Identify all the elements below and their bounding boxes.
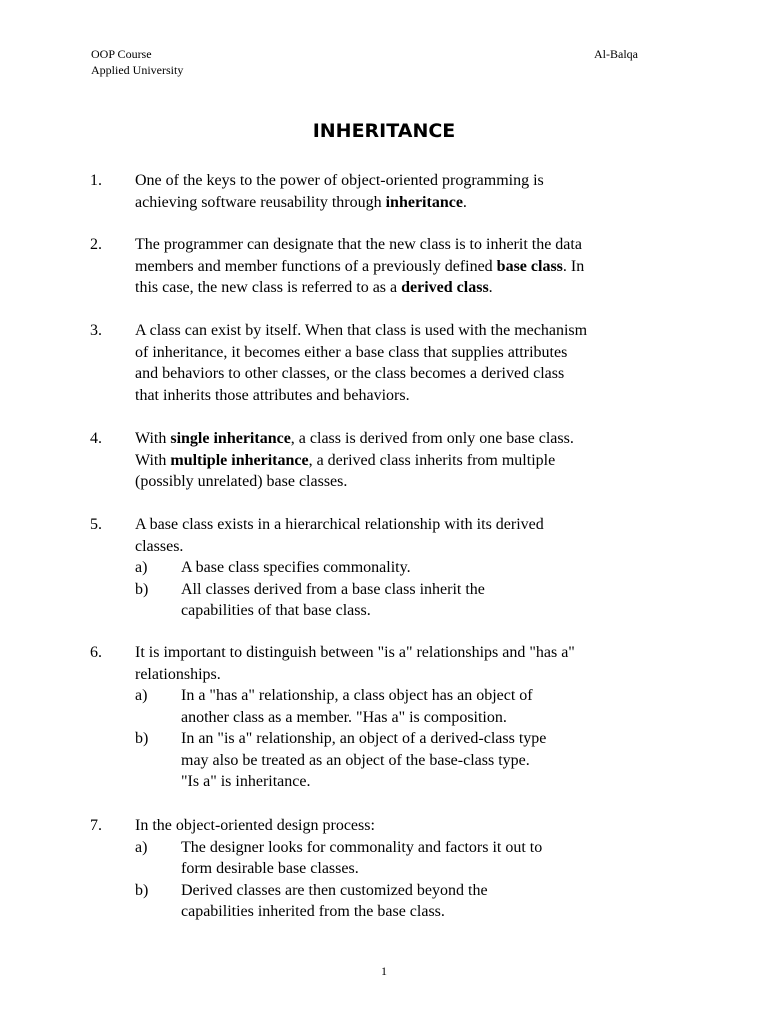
bold-term: base class bbox=[496, 257, 563, 275]
text-line bbox=[135, 642, 640, 664]
sub-item-label: b) bbox=[135, 881, 149, 899]
bold-term: derived class bbox=[401, 279, 489, 296]
text-run: , a class is derived from only one base class. bbox=[290, 430, 574, 447]
sub-item-text bbox=[181, 728, 641, 793]
bold-term: single inheritance bbox=[170, 430, 291, 447]
item-number: 2. bbox=[90, 236, 102, 253]
text-run: , a derived class inherits from multiple bbox=[308, 451, 556, 469]
text-run: that inherits those attributes and behaviors. bbox=[135, 386, 410, 404]
header-left bbox=[91, 46, 183, 78]
item-text bbox=[135, 428, 640, 493]
text-run: One of the keys to the power of object-oriented programming is bbox=[135, 172, 544, 189]
university-name: Applied University bbox=[91, 63, 184, 77]
sub-item-label: a) bbox=[135, 687, 148, 704]
text-line bbox=[135, 320, 640, 342]
text-line: The designer looks for commonality and factors it out to bbox=[181, 838, 543, 856]
sub-item-label: a) bbox=[135, 838, 148, 856]
item-number: 6. bbox=[90, 644, 102, 661]
sub-item-label: a) bbox=[135, 559, 148, 576]
text-line bbox=[135, 514, 640, 536]
page-number: 1 bbox=[381, 964, 387, 978]
item-text bbox=[135, 320, 640, 406]
text-line bbox=[135, 234, 640, 256]
item-number: 1. bbox=[90, 172, 102, 189]
sub-item-text bbox=[181, 837, 641, 880]
text-line bbox=[135, 277, 640, 299]
sub-item-text bbox=[181, 579, 641, 622]
text-line bbox=[135, 256, 640, 278]
text-line: another class as a member. "Has a" is composition. bbox=[181, 708, 507, 726]
bold-term: inheritance bbox=[385, 193, 463, 211]
item-number: 5. bbox=[90, 516, 102, 533]
text-line bbox=[135, 385, 640, 407]
sub-item-text bbox=[181, 880, 641, 923]
course-name: OOP Course bbox=[91, 47, 152, 61]
text-run: and behaviors to other classes, or the class becomes a derived class bbox=[135, 365, 565, 382]
sub-item-text bbox=[181, 685, 641, 728]
text-run: . bbox=[488, 279, 493, 296]
text-run: With bbox=[135, 430, 171, 447]
text-run: With bbox=[135, 451, 171, 469]
text-line bbox=[135, 342, 640, 364]
text-line: capabilities inherited from the base class. bbox=[181, 903, 445, 920]
text-run: It is important to distinguish between "is a" relationships and "has a" bbox=[135, 644, 575, 661]
header-right: Al-Balqa bbox=[594, 47, 638, 61]
item-text bbox=[135, 170, 640, 213]
sub-item-label: b) bbox=[135, 580, 149, 598]
text-run: members and member functions of a previously defined bbox=[135, 257, 497, 275]
text-run: . In bbox=[562, 257, 585, 275]
text-run: classes. bbox=[135, 537, 184, 555]
text-run: (possibly unrelated) base classes. bbox=[135, 473, 348, 490]
text-line: All classes derived from a base class inherit the bbox=[181, 580, 485, 598]
page-title: INHERITANCE bbox=[312, 120, 456, 142]
item-number: 7. bbox=[90, 817, 102, 834]
item-text bbox=[135, 642, 640, 685]
text-line: A base class specifies commonality. bbox=[181, 559, 411, 576]
bold-term: multiple inheritance bbox=[170, 451, 309, 469]
item-text bbox=[135, 514, 640, 557]
sub-item-label: b) bbox=[135, 730, 149, 747]
text-run: this case, the new class is referred to as a bbox=[135, 279, 402, 296]
text-line bbox=[135, 428, 640, 450]
text-line: Derived classes are then customized beyond the bbox=[181, 881, 488, 899]
text-run: The programmer can designate that the new class is to inherit the data bbox=[135, 236, 582, 253]
text-line bbox=[135, 192, 640, 214]
text-line bbox=[135, 450, 640, 472]
text-run: . bbox=[462, 193, 467, 211]
item-number: 4. bbox=[90, 430, 102, 447]
text-line bbox=[135, 170, 640, 192]
item-text bbox=[135, 234, 640, 299]
text-run: In the object-oriented design process: bbox=[135, 817, 375, 834]
text-line: "Is a" is inheritance. bbox=[181, 773, 311, 790]
item-text bbox=[135, 815, 640, 837]
text-line: capabilities of that base class. bbox=[181, 602, 371, 619]
text-run: of inheritance, it becomes either a base class that supplies attributes bbox=[135, 343, 568, 361]
text-line bbox=[135, 471, 640, 493]
text-line bbox=[135, 536, 640, 558]
text-line: form desirable base classes. bbox=[181, 860, 359, 877]
item-number: 3. bbox=[90, 322, 102, 339]
text-line bbox=[135, 815, 640, 837]
text-line: In a "has a" relationship, a class object has an object of bbox=[181, 687, 533, 704]
text-line bbox=[135, 664, 640, 686]
text-line: may also be treated as an object of the base-class type. bbox=[181, 751, 530, 769]
text-line bbox=[135, 363, 640, 385]
text-run: A base class exists in a hierarchical relationship with its derived bbox=[135, 516, 544, 533]
text-line: In an "is a" relationship, an object of a derived-class type bbox=[181, 730, 547, 747]
sub-item-text bbox=[181, 557, 641, 579]
text-run: relationships. bbox=[135, 665, 221, 683]
text-run: A class can exist by itself. When that class is used with the mechanism bbox=[135, 322, 588, 339]
text-run: achieving software reusability through bbox=[135, 193, 386, 211]
